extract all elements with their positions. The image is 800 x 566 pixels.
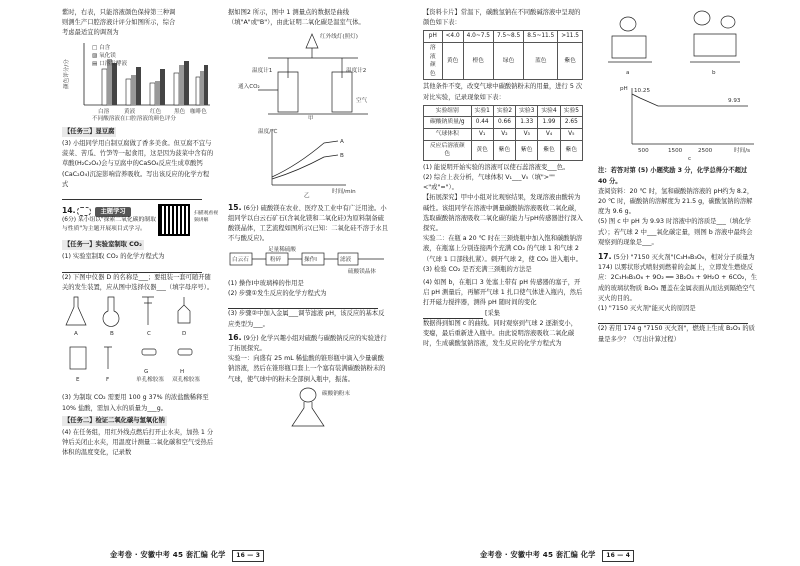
q15-2: (2) 步骤①发生反应的化学方程式为 bbox=[228, 290, 327, 298]
q15-number: 15. bbox=[228, 202, 242, 212]
experiment-figure-a bbox=[228, 28, 388, 120]
single-hole-stopper-label: 单孔橡胶塞 bbox=[136, 377, 164, 384]
answer-line bbox=[423, 311, 483, 319]
thermometer2-label: 温度计2 bbox=[346, 68, 367, 75]
q1-text: (1) 能说明开始实验的溶液可以使石蕊溶液变___色。 bbox=[423, 163, 570, 171]
co2-inlet-label: 通入CO₂ bbox=[238, 84, 260, 91]
q17-text: 17. (5分) "7150 灭火剂"(C₃H₉B₃O₆，相对分子质量为 174) 以雾状形式喷射到燃着的金属上，立即发生燃烧反应：2C₃H₉B₃O₆ + 9O₂ ══ 3B₂O₃ + 9H₂O + 6CO₂，生成的玻璃状物质 B₂O₃ 覆盖在金属表面从而达到隔绝空气灭火的目的。 bbox=[598, 252, 758, 302]
temperature-chart bbox=[228, 125, 388, 199]
ph-mark-1: 10.25 bbox=[634, 88, 651, 95]
time-axis-label: 时间/min bbox=[332, 188, 356, 195]
double-hole-stopper-label: 双孔橡胶塞 bbox=[172, 377, 200, 384]
top-line-2: 则测生产口腔溶液计评分如图所示，综合 bbox=[62, 19, 176, 27]
temp-axis-label: 温度/℃ bbox=[258, 128, 278, 135]
q14-header bbox=[62, 206, 218, 238]
experiment-table: 实验组别 实验1 实验2 实验3 实验4 实验5 碳酸钠质量/g 0.44 0.66 1.33 1.99 2.65 气球体积 V₁ V₂ V₃ V₄ V₅ 反应后溶液颜色 黄色 紫色 紫色 紫色 紫色 bbox=[423, 105, 583, 161]
task3-heading: 【任务三】显豆腐 bbox=[62, 127, 116, 137]
q4-text: (4) 在任务组，用红外线点燃后打开止水夹，加热 1 分钟后关闭止水夹，用温度计测量二氧化碳和空气受热后体积的温度变化，记录数 bbox=[62, 429, 214, 457]
flow-reagent: 足量稀硫酸 bbox=[268, 246, 296, 253]
q14-text: (6分) 某小组以"探索二氧化碳的制取与性质"为主题开展项目式学习。 bbox=[62, 217, 156, 233]
footer-right-page: 16 — 4 bbox=[602, 550, 634, 562]
footer-left-page: 16 — 3 bbox=[232, 550, 264, 562]
fig-a-label: a bbox=[626, 70, 630, 76]
svg-text:E: E bbox=[76, 377, 80, 384]
svg-text:D: D bbox=[182, 331, 187, 338]
q17-number: 17. bbox=[598, 252, 612, 262]
ph-axis-label: pH bbox=[620, 86, 628, 93]
svg-text:H: H bbox=[180, 369, 185, 376]
chart-cat-1: 白溶 bbox=[98, 108, 110, 115]
column-3 bbox=[423, 8, 583, 349]
color-table: pH <4.0 4.0~7.5 7.5~8.5 8.5~11.5 >11.5 溶液颜色 黄色 橙色 绿色 蓝色 紫色 bbox=[423, 30, 583, 80]
lamp-label: 红外线灯(照灯) bbox=[320, 34, 358, 41]
column-4 bbox=[598, 8, 758, 345]
collect-note: [采集 bbox=[485, 309, 501, 317]
q2-text: (2) 综合上表分析，气球体积 V₁___V₅（填">""<"或"="）。 bbox=[423, 173, 555, 192]
q3-text: (3) 检验 CO₂ 是否充满三颈瓶的方法是 bbox=[423, 265, 532, 273]
flow-node-2: 粉碎 bbox=[270, 256, 282, 263]
task2-heading: 【任务二】检证二氧化碳与氢氧化钠 bbox=[62, 416, 167, 426]
qr-code-icon bbox=[158, 204, 190, 236]
svg-text:▤ 口溶发酵液: ▤ 口溶发酵液 bbox=[92, 60, 128, 67]
answer-line bbox=[62, 192, 202, 200]
flow-node-3: 操作I bbox=[304, 256, 317, 263]
experiment2-text: 实验二：在瓶 a 20 ℃ 时在三颈烧瓶中加入饱和碳酸钠溶液，在瓶塞上分别连接两个充满 CO₂ 的气球 1 和气球 2（气球 1 口部线扎紧）。刺开气球 2，使 CO₂ 进入瓶中。 bbox=[423, 235, 583, 263]
chart-cat-4: 黑色 bbox=[174, 108, 186, 115]
air-label: 空气 bbox=[356, 98, 368, 105]
fig-b-label: b bbox=[712, 70, 716, 76]
chart-cat-3: 红色 bbox=[150, 108, 162, 115]
x-mark-1: 500 bbox=[638, 148, 649, 155]
q4-text: (4) 如图 b，在瓶口 3 处塞上带有 pH 传感器的塞子，开启 pH 测量后，再解开气球 1 扎口使气体进入瓶内，然后打开磁力搅拌器，测得 pH 随时间的变化 bbox=[423, 278, 583, 307]
svg-text:C: C bbox=[147, 331, 151, 338]
curve-a-label: A bbox=[340, 138, 344, 145]
footer-right-title: 金考卷 · 安徽中考 45 套汇编 化学 bbox=[480, 550, 596, 559]
svg-text:A: A bbox=[74, 331, 78, 338]
flow-node-5: 硫酸镁晶体 bbox=[348, 268, 376, 275]
q5-text: (5) 图 c 中 pH 为 9.93 时溶液中的溶质是___（填化学式）；若气球 2 中___氧化碳定量，则图 b 溶液中最终会观察到的现象是___。 bbox=[598, 218, 753, 246]
svg-text:F: F bbox=[106, 377, 110, 384]
chart-cat-2: 黄液 bbox=[124, 108, 136, 115]
q4b-text: 数据得到如图 c 的曲线。同时观察到气球 2 逐渐变小，变瘪，最后重新进入瓶中。由此说明溶液吸收二氧化碳时，生成碳酸氢钠溶液，发生反应的化学方程式为 bbox=[423, 319, 578, 348]
footer-left bbox=[110, 550, 264, 562]
tech-text: 【拓展深究】甲中小组对比观察结果，发现溶液由酸转为碱性。该组同学在溶液中测量碳酸钠溶液吸收二氧化碳，选取碳酸钠溶液吸收二氧化碳的能力与pH传感器进行深入探究。 bbox=[423, 194, 583, 232]
answer-line bbox=[598, 316, 748, 324]
q15-1: (1) 操作I中玻璃棒的作用是 bbox=[228, 279, 304, 287]
figure-label-c: c bbox=[688, 156, 692, 163]
footer-right bbox=[480, 550, 634, 562]
q5-intro: 查阅资料：20 ℃ 时，氢和碳酸钠溶液的 pH约为 8.2，20 ℃ 时，碳酸钠的溶解度为 21.5 g，碳酸氢钠的溶解度为 9.6 g。 bbox=[598, 187, 754, 216]
q1-text: (1) 实验室制取 CO₂ 的化学方程式为 bbox=[62, 253, 165, 261]
footer-left-title: 金考卷 · 安徽中考 45 套汇编 化学 bbox=[110, 550, 226, 559]
chart-xlabel: 不同酸溶液在口腔溶液的颜色评分 bbox=[92, 115, 176, 121]
q17-1: (1) "7150 灭火剂"能灭火的原因是 bbox=[598, 305, 696, 313]
apparatus-figure-b bbox=[598, 8, 758, 78]
q15-text: 15. (6分) 硫酸镁在农业、医疗及工业中有广泛用途。小组同学以白云石矿石(含氧化镁和二氧化硅)为原料制备硫酸镁晶体，工艺流程如图所示(已知：二氧化硅不溶于水且不与酸反应)。 bbox=[228, 202, 388, 243]
figure-label-jia: 甲 bbox=[308, 116, 314, 121]
q15-3: (3) 步骤②中加入金属___调节滤液 pH，该反应的基本反应类型为___。 bbox=[228, 310, 385, 328]
ph-chart bbox=[598, 82, 758, 162]
q16-text: 16. (9分) 化学兴趣小组对硫酸与碳酸钠反应的实验进行了拓展探究。 bbox=[228, 332, 387, 353]
q16-number: 16. bbox=[228, 332, 242, 342]
q16-experiment1: 实验一：向盛有 25 mL 稀盐酸的锥形瓶中滴入少量碳酸钠溶液，然后在锥形瓶口套上一个塞有装满碳酸钠粉末的气球，使气球中的粉末全部倒入瓶中，振荡。 bbox=[228, 355, 386, 383]
text-before-table2: 其他条件不变，改变气球中碳酸钠粉末的用量，进行 5 次对比实验，记录现象如下表： bbox=[423, 83, 583, 101]
figure-label-yi: 乙 bbox=[304, 192, 310, 199]
topic-icon bbox=[77, 207, 91, 216]
curve-b-label: B bbox=[340, 152, 344, 159]
chart-ylabel: 颜色评分/分 bbox=[64, 58, 70, 89]
top-line-1: 据如图2 所示，图中 1 测量点的数据是曲线 bbox=[228, 9, 350, 16]
task1-heading: 【任务一】实验室制取 CO₂ bbox=[62, 240, 144, 250]
flask-label: 碳酸钠粉末 bbox=[322, 390, 350, 397]
material-intro: 【资料卡片】常温下，碳酸氢钠在不同酸碱溶液中呈现的颜色如下表： bbox=[423, 9, 581, 27]
q17-2: (2) 若用 174 g "7150 灭火剂"，燃烧上生成 B₂O₃ 的质量是多少？（写出计算过程） bbox=[598, 325, 755, 343]
process-flow-figure bbox=[228, 245, 388, 275]
top-line-3: 考虑最适宜的调剂为 bbox=[62, 29, 119, 37]
flow-node-1: 白云石 bbox=[232, 256, 249, 263]
svg-text:G: G bbox=[144, 369, 149, 376]
svg-text:B: B bbox=[110, 331, 114, 338]
column-1 bbox=[62, 8, 218, 459]
q3b-text: (3) 为制取 CO₂ 需要用 100 g 37% 的浓盐酸稀释至 10% 盐酸，需加入水的质量为___g。 bbox=[62, 394, 209, 412]
answer-line bbox=[62, 265, 202, 273]
bar-chart-figure bbox=[62, 39, 212, 121]
chart-cat-5: 咖啡色 bbox=[190, 108, 207, 115]
apparatus-figure bbox=[62, 293, 212, 389]
bonus-note: 注：若答对第 (5) 小题奖励 3 分，化学总得分不超过 40 分。 bbox=[598, 167, 748, 185]
top-line-1: 紫时，右表，只能溶液颜色保持第三种调 bbox=[62, 9, 176, 16]
flask-figure bbox=[228, 385, 388, 433]
x-axis-label: 时间/s bbox=[734, 148, 750, 155]
qr-caption: 扫描观看视频讲解 bbox=[194, 211, 218, 224]
q2-text: (2) 下图中仪器 D 的名称是___；要组装一套可随开随关的发生装置，应从图中选择仪器___（填字母序号）。 bbox=[62, 273, 214, 292]
flow-node-4: 滤液 bbox=[340, 256, 352, 263]
svg-text:□ 白含: □ 白含 bbox=[92, 44, 111, 51]
answer-line bbox=[228, 301, 378, 309]
q14-topic-badge: 主题学习 bbox=[95, 207, 130, 217]
top-line-2: （填"A"或"B"），由此证明二氧化碳是温室气体。 bbox=[228, 19, 365, 27]
svg-text:▨ 氧化镁: ▨ 氧化镁 bbox=[92, 52, 116, 59]
chart-legend bbox=[92, 43, 127, 67]
x-mark-3: 2500 bbox=[698, 148, 713, 155]
q14-number: 14. bbox=[62, 206, 76, 216]
column-2 bbox=[228, 8, 388, 437]
q3-text: (3) 小组同学用自制豆腐做了香多美食。但豆腐不宜与菠菜、苦瓜、竹笋等一起食用，这是因为菠菜中含有的草酸(H₂C₂O₄)会与豆腐中的CaSO₄反应生成草酸钙(CaC₂O₄)沉淀影响营养吸收。写出该反应的化学方程式 bbox=[62, 140, 214, 188]
ph-mark-2: 9.93 bbox=[728, 98, 741, 105]
x-mark-2: 1500 bbox=[668, 148, 683, 155]
thermometer1-label: 温度计1 bbox=[252, 68, 273, 75]
